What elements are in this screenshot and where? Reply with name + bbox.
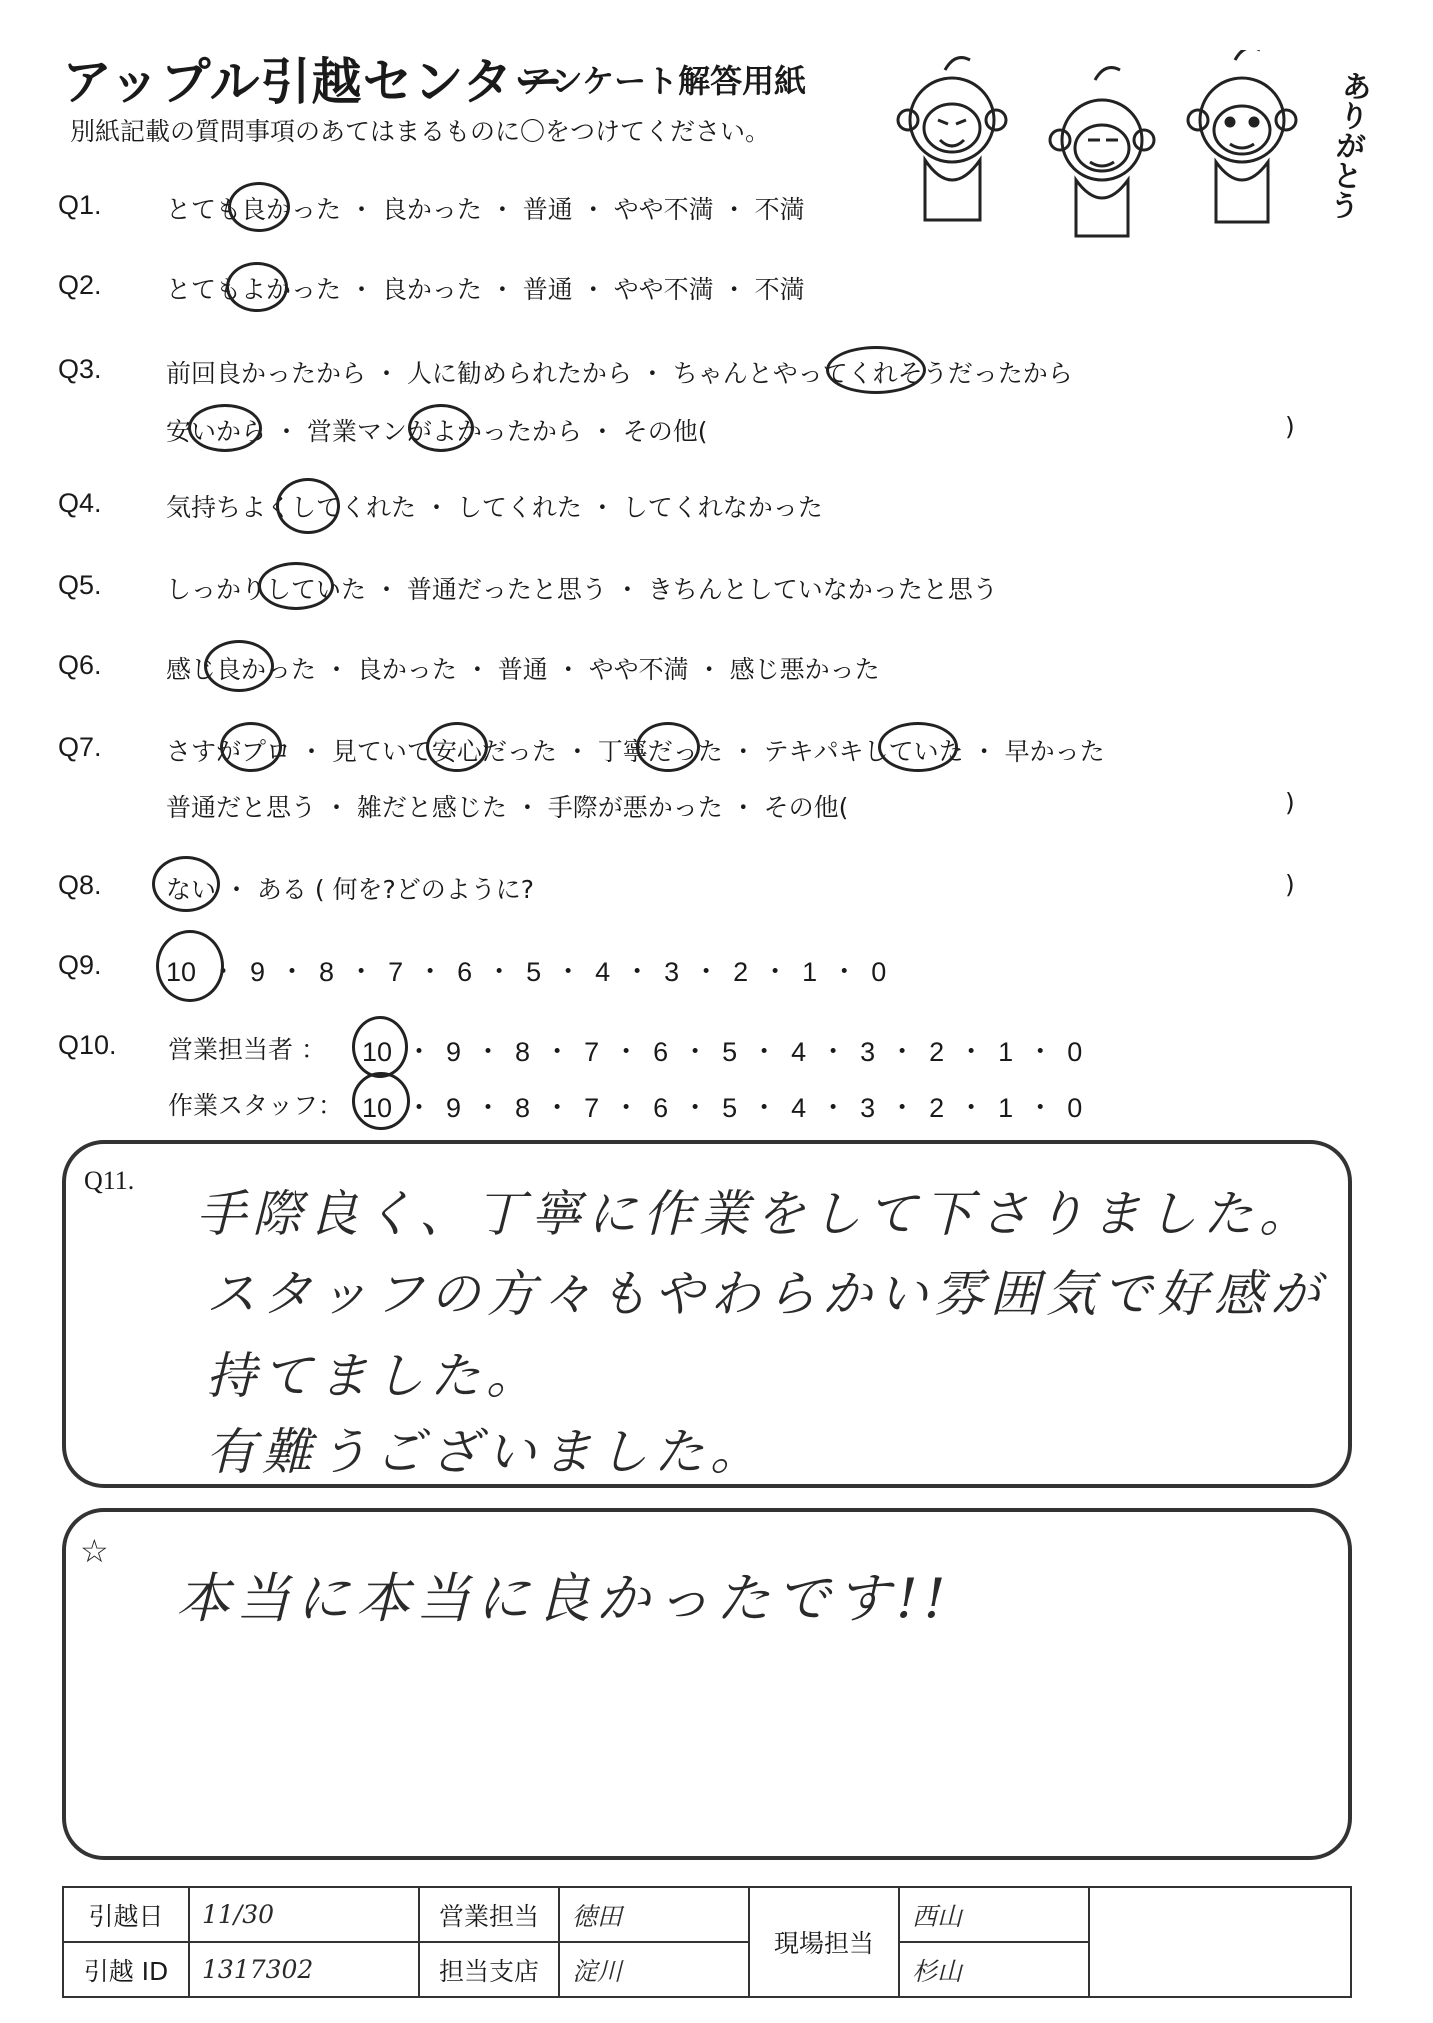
question-options[interactable]: 感じ良かった ・ 良かった ・ 普通 ・ やや不満 ・ 感じ悪かった — [166, 655, 880, 684]
branch-value: 淀川 — [559, 1942, 749, 1997]
question-number: Q4. — [58, 488, 102, 518]
comment-line: 持てました。 — [206, 1347, 542, 1405]
sales-name-value: 徳田 — [559, 1887, 749, 1942]
paren-close: ) — [1285, 788, 1295, 817]
staff-label: 作業スタッフ： — [168, 1091, 344, 1120]
answer-circle — [152, 856, 220, 912]
move-date-value: 11/30 — [189, 1887, 419, 1942]
paren-close: ) — [1285, 870, 1295, 899]
question-number: Q9. — [58, 950, 102, 980]
star-mark: ☆ — [80, 1533, 109, 1569]
question-number: Q10. — [58, 1030, 117, 1060]
answer-circle — [352, 1016, 408, 1078]
question-options[interactable]: ない ・ ある ( 何を?どのように? — [166, 875, 535, 904]
answer-circle — [226, 262, 288, 312]
question-options[interactable]: しっかりしていた ・ 普通だったと思う ・ きちんとしていなかったと思う — [166, 575, 998, 604]
question-number: Q11. — [84, 1166, 135, 1195]
sales-rep-rating-scale[interactable]: 10 ・ 9 ・ 8 ・ 7 ・ 6 ・ 5 ・ 4 ・ 3 ・ 2 ・ 1 ・ 0 — [362, 1037, 1083, 1067]
free-comment-box — [62, 1508, 1352, 1860]
question-row — [0, 488, 1433, 528]
question-row — [0, 270, 1433, 310]
answer-circle — [636, 722, 700, 772]
comment-line: スタッフの方々もやわらかい雰囲気で好感が — [206, 1265, 1326, 1323]
answer-circle — [188, 404, 262, 452]
answer-circle — [426, 722, 488, 772]
question-options[interactable]: とても良かった ・ 良かった ・ 普通 ・ やや不満 ・ 不満 — [166, 195, 805, 224]
move-date-label: 引越日 — [63, 1887, 189, 1942]
move-id-label: 引越 ID — [63, 1942, 189, 1997]
answer-circle — [228, 182, 290, 232]
question-number: Q6. — [58, 650, 102, 680]
answer-circle — [258, 562, 334, 610]
staff-rating-scale[interactable]: 10 ・ 9 ・ 8 ・ 7 ・ 6 ・ 5 ・ 4 ・ 3 ・ 2 ・ 1 ・ 0 — [362, 1093, 1083, 1123]
question-row — [0, 732, 1433, 772]
sales-label: 営業担当 — [419, 1887, 559, 1942]
move-id-value: 1317302 — [189, 1942, 419, 1997]
question-options[interactable]: 前回良かったから ・ 人に勧められたから ・ ちゃんとやってくれそうだったから — [166, 359, 1073, 388]
form-subtitle: アンケート解答用紙 — [520, 62, 807, 100]
question-number: Q8. — [58, 870, 102, 900]
blank-cell — [1089, 1887, 1351, 1997]
question-row — [0, 354, 1433, 394]
q11-comment-box — [62, 1140, 1352, 1488]
question-options-line2[interactable]: 安いから ・ 営業マンがよかったから ・ その他( — [166, 417, 708, 446]
question-number: Q5. — [58, 570, 102, 600]
answer-circle — [826, 346, 926, 394]
question-options[interactable]: さすがプロ ・ 見ていて安心だった ・ 丁寧だった ・ テキパキしていた ・ 早かった — [166, 737, 1105, 766]
rating-scale[interactable]: 10 ・ 9 ・ 8 ・ 7 ・ 6 ・ 5 ・ 4 ・ 3 ・ 2 ・ 1 ・ 0 — [166, 957, 887, 987]
answer-circle — [408, 404, 474, 452]
company-title: アップル引越センター — [62, 53, 565, 111]
free-comment-text: 本当に本当に良かったです!! — [176, 1567, 952, 1630]
move-info-table — [62, 1886, 1352, 1998]
branch-label: 担当支店 — [419, 1942, 559, 1997]
answer-circle — [878, 722, 958, 772]
comment-line: 有難うございました。 — [206, 1423, 766, 1481]
sales-rep-label: 営業担当者 ： — [168, 1035, 326, 1064]
answer-circle — [204, 640, 274, 692]
question-options[interactable]: とてもよかった ・ 良かった ・ 普通 ・ やや不満 ・ 不満 — [166, 275, 805, 304]
question-row — [0, 190, 1433, 230]
paren-close: ) — [1285, 412, 1295, 441]
site-name-value: 西山 — [899, 1887, 1089, 1942]
site-name-value: 杉山 — [899, 1942, 1089, 1997]
comment-line: 手際良く、丁寧に作業をして下さりました。 — [196, 1185, 1315, 1243]
site-label: 現場担当 — [749, 1887, 899, 1997]
question-number: Q2. — [58, 270, 102, 300]
thanks-text: ありがとう — [1322, 68, 1373, 222]
question-number: Q1. — [58, 190, 102, 220]
answer-circle — [220, 722, 282, 772]
answer-circle — [276, 478, 340, 534]
question-number: Q3. — [58, 354, 102, 384]
question-number: Q7. — [58, 732, 102, 762]
answer-circle — [352, 1072, 410, 1130]
answer-circle — [156, 930, 224, 1002]
question-options-line2[interactable]: 普通だと思う ・ 雑だと感じた ・ 手際が悪かった ・ その他( — [166, 793, 849, 822]
instruction-text: 別紙記載の質問事項のあてはまるものに〇をつけてください。 — [70, 117, 771, 146]
question-options[interactable]: 気持ちよくしてくれた ・ してくれた ・ してくれなかった — [166, 493, 823, 522]
question-row — [0, 570, 1433, 610]
